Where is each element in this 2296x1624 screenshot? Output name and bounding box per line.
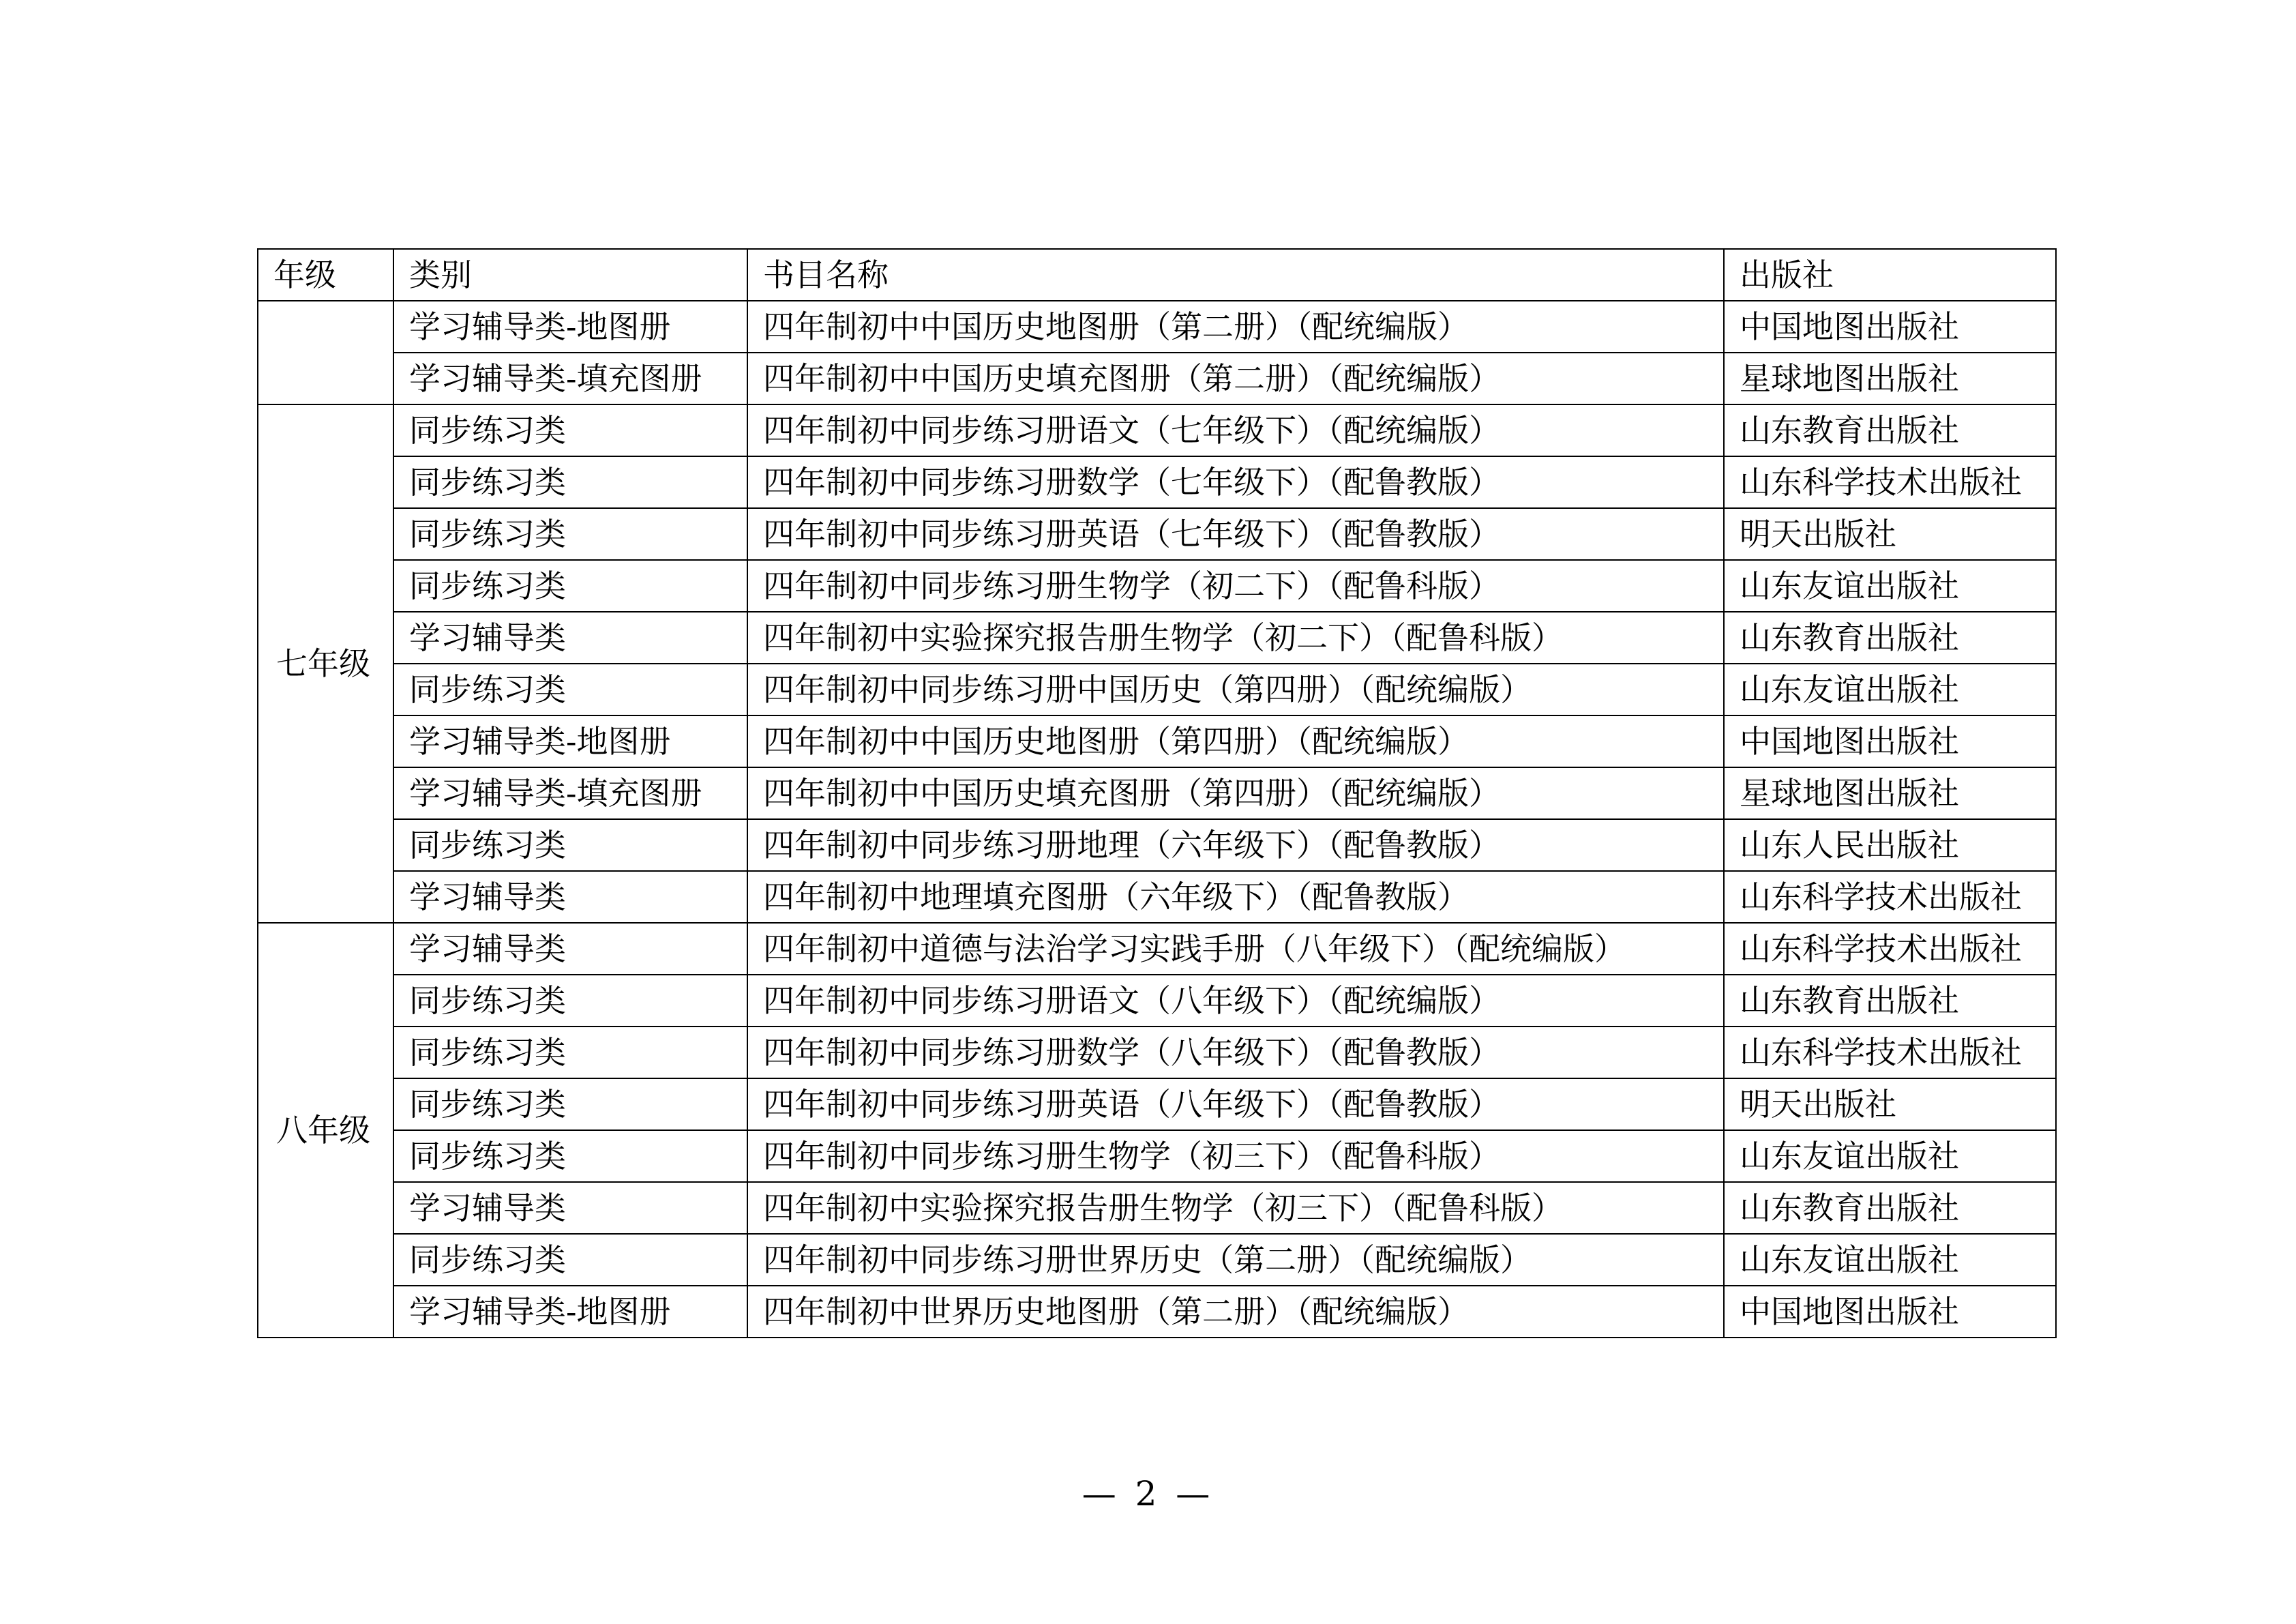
- publisher-cell: 明天出版社: [1724, 508, 2056, 560]
- category-cell: 学习辅导类: [393, 923, 747, 975]
- table-row: [258, 819, 2056, 871]
- title-cell: 四年制初中世界历史地图册（第二册）（配统编版）: [747, 1286, 1724, 1338]
- header-title: 书目名称: [747, 249, 1724, 301]
- table-row: [258, 353, 2056, 404]
- category-cell: 同步练习类: [393, 1234, 747, 1286]
- title-cell: 四年制初中中国历史地图册（第二册）（配统编版）: [747, 301, 1724, 353]
- category-cell: 学习辅导类-填充图册: [393, 767, 747, 819]
- header-category: 类别: [393, 249, 747, 301]
- title-cell: 四年制初中同步练习册数学（七年级下）（配鲁教版）: [747, 456, 1724, 508]
- title-cell: 四年制初中同步练习册地理（六年级下）（配鲁教版）: [747, 819, 1724, 871]
- category-cell: 学习辅导类-地图册: [393, 1286, 747, 1338]
- category-cell: 同步练习类: [393, 975, 747, 1027]
- publisher-cell: 星球地图出版社: [1724, 767, 2056, 819]
- title-cell: 四年制初中实验探究报告册生物学（初二下）（配鲁科版）: [747, 612, 1724, 664]
- title-cell: 四年制初中实验探究报告册生物学（初三下）（配鲁科版）: [747, 1182, 1724, 1234]
- category-cell: 同步练习类: [393, 819, 747, 871]
- title-cell: 四年制初中中国历史填充图册（第四册）（配统编版）: [747, 767, 1724, 819]
- publisher-cell: 山东教育出版社: [1724, 1182, 2056, 1234]
- title-cell: 四年制初中同步练习册生物学（初三下）（配鲁科版）: [747, 1130, 1724, 1182]
- title-cell: 四年制初中同步练习册生物学（初二下）（配鲁科版）: [747, 560, 1724, 612]
- category-cell: 同步练习类: [393, 664, 747, 715]
- publisher-cell: 山东科学技术出版社: [1724, 871, 2056, 923]
- publisher-cell: 山东教育出版社: [1724, 975, 2056, 1027]
- category-cell: 同步练习类: [393, 1027, 747, 1078]
- table-row: [258, 871, 2056, 923]
- category-cell: 学习辅导类-地图册: [393, 301, 747, 353]
- category-cell: 学习辅导类: [393, 612, 747, 664]
- table-row: [258, 301, 2056, 353]
- category-cell: 学习辅导类-填充图册: [393, 353, 747, 404]
- title-cell: 四年制初中中国历史地图册（第四册）（配统编版）: [747, 715, 1724, 767]
- table-body: [258, 249, 2056, 1338]
- publisher-cell: 山东友谊出版社: [1724, 560, 2056, 612]
- table-row: [258, 1182, 2056, 1234]
- table-row: [258, 1130, 2056, 1182]
- category-cell: 同步练习类: [393, 404, 747, 456]
- table-row: [258, 664, 2056, 715]
- publisher-cell: 山东友谊出版社: [1724, 1130, 2056, 1182]
- page-number: — 2 —: [1082, 1474, 1214, 1514]
- table-row: [258, 1234, 2056, 1286]
- publisher-cell: 山东科学技术出版社: [1724, 923, 2056, 975]
- table-row: [258, 1286, 2056, 1338]
- header-grade: 年级: [258, 249, 393, 301]
- publisher-cell: 山东科学技术出版社: [1724, 456, 2056, 508]
- title-cell: 四年制初中地理填充图册（六年级下）（配鲁教版）: [747, 871, 1724, 923]
- publisher-cell: 中国地图出版社: [1724, 301, 2056, 353]
- title-cell: 四年制初中同步练习册语文（七年级下）（配统编版）: [747, 404, 1724, 456]
- publisher-cell: 中国地图出版社: [1724, 715, 2056, 767]
- table-row: [258, 456, 2056, 508]
- publisher-cell: 山东科学技术出版社: [1724, 1027, 2056, 1078]
- publisher-cell: 山东教育出版社: [1724, 612, 2056, 664]
- publisher-cell: 山东教育出版社: [1724, 404, 2056, 456]
- category-cell: 学习辅导类: [393, 1182, 747, 1234]
- table-row: [258, 715, 2056, 767]
- category-cell: 同步练习类: [393, 1130, 747, 1182]
- publisher-cell: 星球地图出版社: [1724, 353, 2056, 404]
- table-row: [258, 975, 2056, 1027]
- grade-cell: [258, 301, 393, 404]
- category-cell: 同步练习类: [393, 456, 747, 508]
- table-row: [258, 508, 2056, 560]
- category-cell: 同步练习类: [393, 560, 747, 612]
- table-row: [258, 923, 2056, 975]
- book-list-table: [257, 248, 2057, 1338]
- header-publisher: 出版社: [1724, 249, 2056, 301]
- title-cell: 四年制初中同步练习册中国历史（第四册）（配统编版）: [747, 664, 1724, 715]
- title-cell: 四年制初中同步练习册英语（七年级下）（配鲁教版）: [747, 508, 1724, 560]
- publisher-cell: 山东友谊出版社: [1724, 664, 2056, 715]
- table-header-row: [258, 249, 2056, 301]
- table-row: [258, 612, 2056, 664]
- title-cell: 四年制初中同步练习册世界历史（第二册）（配统编版）: [747, 1234, 1724, 1286]
- publisher-cell: 山东人民出版社: [1724, 819, 2056, 871]
- grade-cell: 七年级: [258, 404, 393, 923]
- table-row: [258, 1027, 2056, 1078]
- category-cell: 同步练习类: [393, 1078, 747, 1130]
- grade-cell: 八年级: [258, 923, 393, 1338]
- title-cell: 四年制初中中国历史填充图册（第二册）（配统编版）: [747, 353, 1724, 404]
- title-cell: 四年制初中同步练习册英语（八年级下）（配鲁教版）: [747, 1078, 1724, 1130]
- title-cell: 四年制初中道德与法治学习实践手册（八年级下）（配统编版）: [747, 923, 1724, 975]
- publisher-cell: 山东友谊出版社: [1724, 1234, 2056, 1286]
- publisher-cell: 中国地图出版社: [1724, 1286, 2056, 1338]
- publisher-cell: 明天出版社: [1724, 1078, 2056, 1130]
- category-cell: 学习辅导类: [393, 871, 747, 923]
- table-row: [258, 767, 2056, 819]
- category-cell: 学习辅导类-地图册: [393, 715, 747, 767]
- category-cell: 同步练习类: [393, 508, 747, 560]
- table-row: [258, 404, 2056, 456]
- title-cell: 四年制初中同步练习册数学（八年级下）（配鲁教版）: [747, 1027, 1724, 1078]
- title-cell: 四年制初中同步练习册语文（八年级下）（配统编版）: [747, 975, 1724, 1027]
- table-row: [258, 1078, 2056, 1130]
- table-row: [258, 560, 2056, 612]
